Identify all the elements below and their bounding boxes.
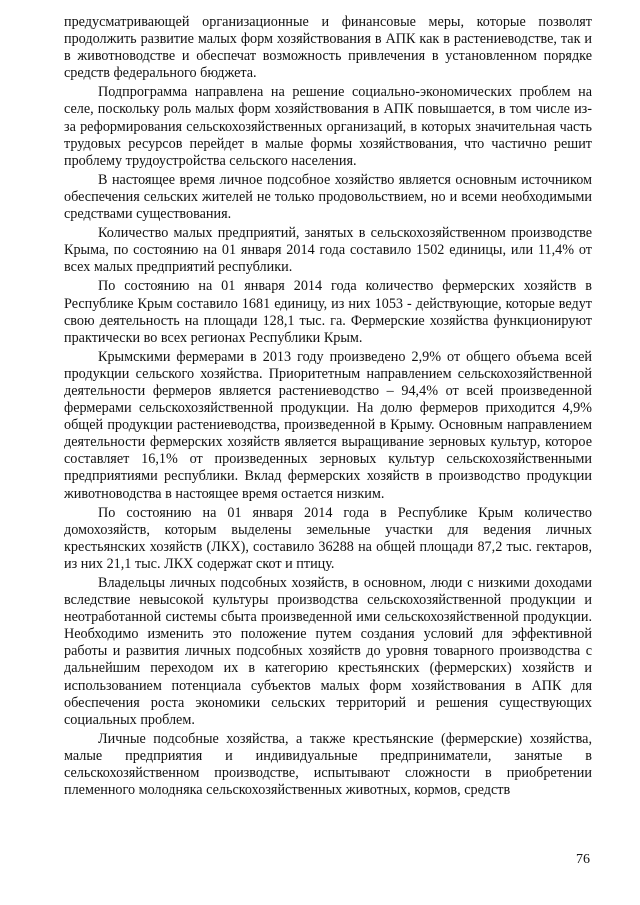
page-number: 76	[576, 852, 590, 867]
paragraph-9: Личные подсобные хозяйства, а также крестьянские (фермерские) хозяйства, малые предприятия и индивидуальные предприниматели, занятые в сельскохозяйственном производстве, испытывают сложности в приобретении племенного молодняка сельскохозяйственных животных, кормов, средств	[64, 730, 592, 799]
paragraph-5: По состоянию на 01 января 2014 года количество фермерских хозяйств в Республике Крым составило 1681 единицу, из них 1053 - действующие, которые ведут свою деятельность на площади 128,1 тыс. га. Фермерские хозяйства функционируют практически во всех регионах Республики Крым.	[64, 278, 592, 346]
paragraph-7: По состоянию на 01 января 2014 года в Республике Крым количество домохозяйств, которым выделены земельные участки для ведения личных крестьянских хозяйств (ЛКХ), составило 36288 на общей площади 87,2 тыс. гектаров, из них 21,1 тыс. ЛКХ содержат скот и птицу.	[64, 504, 592, 572]
paragraph-2: Подпрограмма направлена на решение социально-экономических проблем на селе, поскольку роль малых форм хозяйствования в АПК повышается, в том числе из-за реформирования сельскохозяйственных организаций, в которых значительная часть трудовых ресурсов перейдет в малые формы хозяйствования, что частично решит проблему трудоустройства сельского населения.	[64, 84, 592, 169]
paragraph-3: В настоящее время личное подсобное хозяйство является основным источником обеспечения сельских жителей не только продовольствием, но и всеми необходимыми средствами существования.	[64, 171, 592, 223]
paragraph-8: Владельцы личных подсобных хозяйств, в основном, люди с низкими доходами вследствие невысокой культуры производства сельскохозяйственной продукции и неотработанной системы сбыта произведенной ими сельскохозяйственной продукции. Необходимо изменить это положение путем создания условий для эффективной работы и развития личных подсобных хозяйств до уровня товарного производства с дальнейшим переходом их в категорию крестьянских (фермерских) хозяйств и использованием потенциала субъектов малых форм хозяйствования в АПК для обеспечения роста экономики сельских территорий и решения существующих социальных проблем.	[64, 575, 592, 728]
paragraph-4: Количество малых предприятий, занятых в сельскохозяйственном производстве Крыма, по состоянию на 01 января 2014 года составило 1502 единицы, или 11,4% от всех малых предприятий республики.	[64, 225, 592, 276]
paragraph-1: предусматривающей организационные и финансовые меры, которые позволят продолжить развитие малых форм хозяйствования в АПК как в растениеводстве, так и в животноводстве и обеспечат возможность привлечения в установленном порядке средств федерального бюджета.	[64, 14, 592, 82]
paragraph-6: Крымскими фермерами в 2013 году произведено 2,9% от общего объема всей продукции сельского хозяйства. Приоритетным направлением сельскохозяйственной деятельности фермеров является растениеводство – 94,4% от всей произведенной фермерами сельскохозяйственной продукции. На долю фермеров приходится 4,9% общей продукции растениеводства, произведенной в Крыму. Основным направлением деятельности фермерских хозяйств является выращивание зерновых культур, которое составляет 16,1% от произведенных зерновых культур сельскохозяйственными предприятиями республики. Вклад фермерских хозяйств в производство продукции животноводства в настоящее время остается низким.	[64, 348, 592, 502]
document-body	[64, 14, 592, 801]
